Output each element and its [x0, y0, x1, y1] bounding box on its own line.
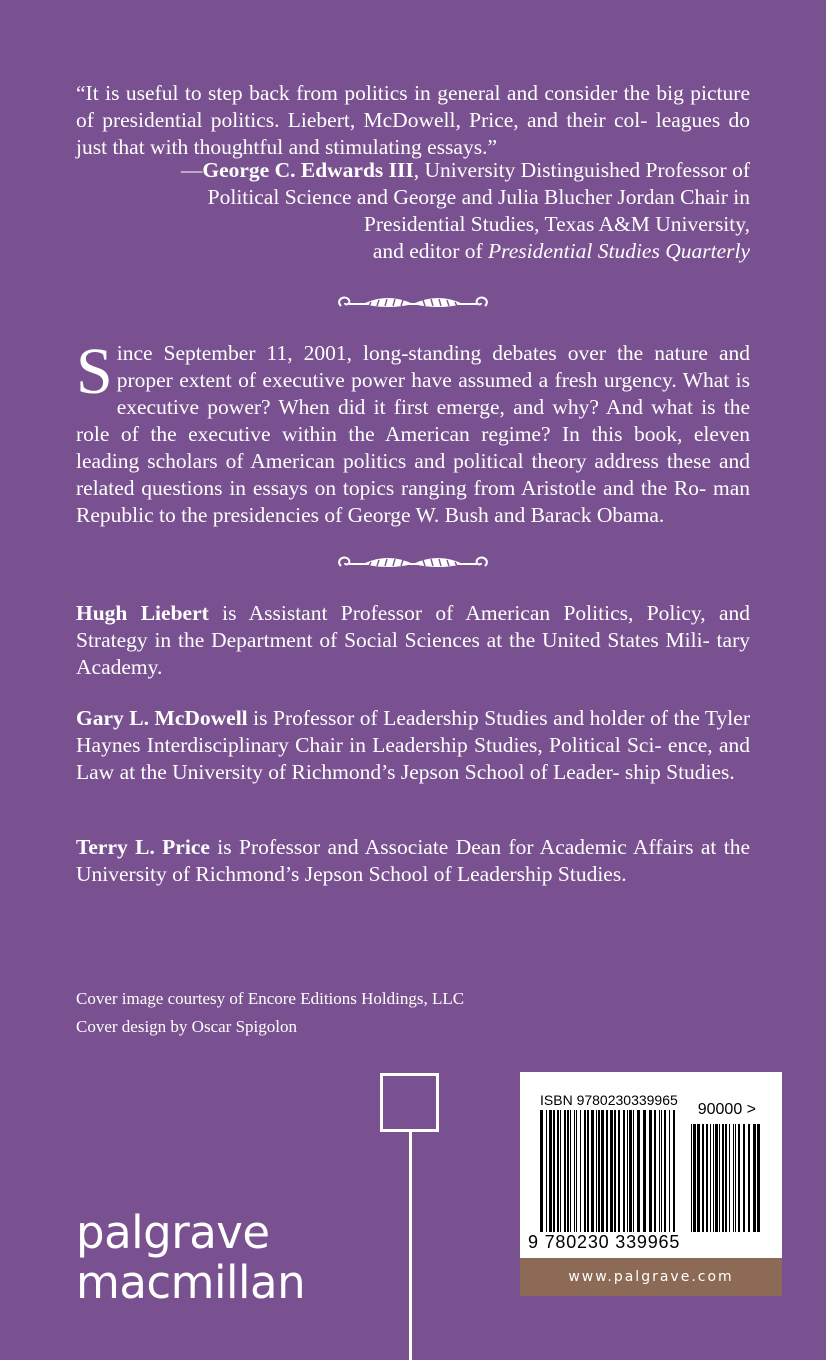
barcode-bar [623, 1110, 625, 1232]
publisher-url: www.palgrave.com [520, 1258, 782, 1296]
barcode-bar [702, 1124, 704, 1232]
barcode-bar [557, 1110, 559, 1232]
barcode-bar [649, 1110, 652, 1232]
barcode-bar [564, 1110, 566, 1232]
author-bio-text: is Assistant Professor of American Politics, Policy, and Strategy in the Department of Social Sciences at the United States Mili- tary Academy. [76, 601, 750, 679]
isbn-label: ISBN 9780230339965 [540, 1092, 678, 1108]
barcode-bar [553, 1110, 555, 1232]
barcode-bar [629, 1110, 632, 1232]
cover-design-credit: Cover design by Oscar Spigolon [76, 1017, 297, 1036]
barcode-bar [580, 1110, 581, 1232]
barcode-bar [587, 1110, 589, 1232]
barcode-bar [738, 1124, 740, 1232]
barcode-bar [591, 1110, 594, 1232]
barcode-bar [748, 1124, 750, 1232]
ornament-divider-icon [333, 290, 493, 316]
isbn-barcode [520, 1072, 782, 1296]
price-code: 90000 > [697, 1101, 756, 1118]
cover-image-credit: Cover image courtesy of Encore Editions Holdings, LLC [76, 989, 465, 1008]
publisher-name-line-2: macmillan [76, 1256, 306, 1309]
author-bio-text: is Professor of Leadership Studies and holder of the Tyler Haynes Interdisciplinary Chair in Leadership Studies, Political Sci- ence, and Law at the University of Richmond’s Jepson School of Leader- ship Studies. [76, 706, 750, 784]
author-bio-text: is Professor and Associate Dean for Academic Affairs at the University of Richmond’s Jepson School of Leadership Studies. [76, 835, 750, 886]
barcode-bar [697, 1124, 700, 1232]
attribution-line-2: Political Science and George and Julia Blucher Jordan Chair in [207, 185, 750, 209]
barcode-bar [633, 1110, 634, 1232]
cover-credits [76, 985, 464, 1041]
barcode-bar [757, 1124, 760, 1232]
barcode-bar [643, 1110, 646, 1232]
barcode-bar [654, 1110, 656, 1232]
publisher-logo [76, 1208, 305, 1308]
author-bio [76, 705, 750, 786]
barcode-bar [637, 1110, 640, 1232]
barcode-bar [598, 1110, 600, 1232]
barcode-bar [574, 1110, 575, 1232]
barcode-bar [627, 1110, 628, 1232]
barcode-bar [715, 1124, 718, 1232]
author-name: Terry L. Price [76, 835, 210, 859]
barcode-bar [669, 1110, 670, 1232]
book-description [76, 335, 750, 529]
barcode-bar [610, 1110, 613, 1232]
barcode-bar [735, 1124, 736, 1232]
barcode-bar [725, 1124, 727, 1232]
barcode-bar [606, 1110, 608, 1232]
publisher-name-line-1: palgrave [76, 1206, 270, 1259]
attribution-title: , University Distinguished Professor of [413, 158, 750, 182]
attribution-line-4 [130, 238, 750, 265]
author-bio [76, 834, 750, 888]
description-text: ince September 11, 2001, long-standing debates over the nature and proper extent of executive power have assumed a fresh urgency. What is executive power? When did it first emerge, and why? And what is the role of the executive within the American regime? In this book, eleven leading scholars of American politics and political theory address these and related questions in essays on topics ranging from Aristotle and the Ro- man Republic to the presidencies of George W. Bush and Barack Obama. [76, 341, 750, 527]
barcode-bar [693, 1124, 696, 1232]
barcode-bar [576, 1110, 577, 1232]
endorsement-quote [76, 80, 750, 161]
barcode-bar [549, 1110, 552, 1232]
barcode-bar [618, 1110, 620, 1232]
barcode-bar [691, 1124, 692, 1232]
journal-title: Presidential Studies Quarterly [488, 239, 750, 263]
author-name: Gary L. McDowell [76, 706, 248, 730]
attribution-dash: — [180, 158, 203, 182]
endorsement-attribution [130, 157, 750, 265]
barcode-bar [614, 1110, 616, 1232]
publisher-logo-line [409, 1132, 412, 1360]
barcode-bar [584, 1110, 586, 1232]
barcode-bar [722, 1124, 724, 1232]
barcode-bar [570, 1110, 571, 1232]
barcode-bar [540, 1110, 543, 1232]
barcode-bar [661, 1110, 662, 1232]
author-bio [76, 600, 750, 681]
barcode-bar [710, 1124, 711, 1232]
drop-cap: S [76, 335, 113, 408]
barcode-bar [659, 1110, 660, 1232]
barcode-bar [546, 1110, 547, 1232]
barcode-bar [560, 1110, 561, 1232]
barcode-bar [664, 1110, 666, 1232]
barcode-bars-icon [520, 1072, 782, 1258]
ornament-divider-icon [333, 550, 493, 576]
barcode-bar [753, 1124, 756, 1232]
attribution-name: George C. Edwards III [202, 158, 414, 182]
quote-text: “It is useful to step back from politics in general and consider the big picture of presidential politics. Liebert, McDowell, Price, and their col- leagues do just that with thoughtful and stimulating essays.” [76, 81, 750, 159]
barcode-bar [673, 1110, 675, 1232]
barcode-bar [733, 1124, 734, 1232]
barcode-bar [719, 1124, 720, 1232]
author-name: Hugh Liebert [76, 601, 209, 625]
barcode-bar [596, 1110, 597, 1232]
barcode-bar [567, 1110, 569, 1232]
attribution-line-3: Presidential Studies, Texas A&M University, [363, 212, 750, 236]
barcode-bar [713, 1124, 714, 1232]
barcode-bar [706, 1124, 708, 1232]
isbn-digits: 9 780230 339965 [528, 1232, 681, 1252]
barcode-bar [729, 1124, 730, 1232]
attribution-line-1 [130, 157, 750, 184]
barcode-bar [743, 1124, 745, 1232]
attribution-prefix: and editor of [372, 239, 489, 263]
publisher-logo-square-icon [380, 1073, 439, 1132]
barcode-bar [601, 1110, 604, 1232]
